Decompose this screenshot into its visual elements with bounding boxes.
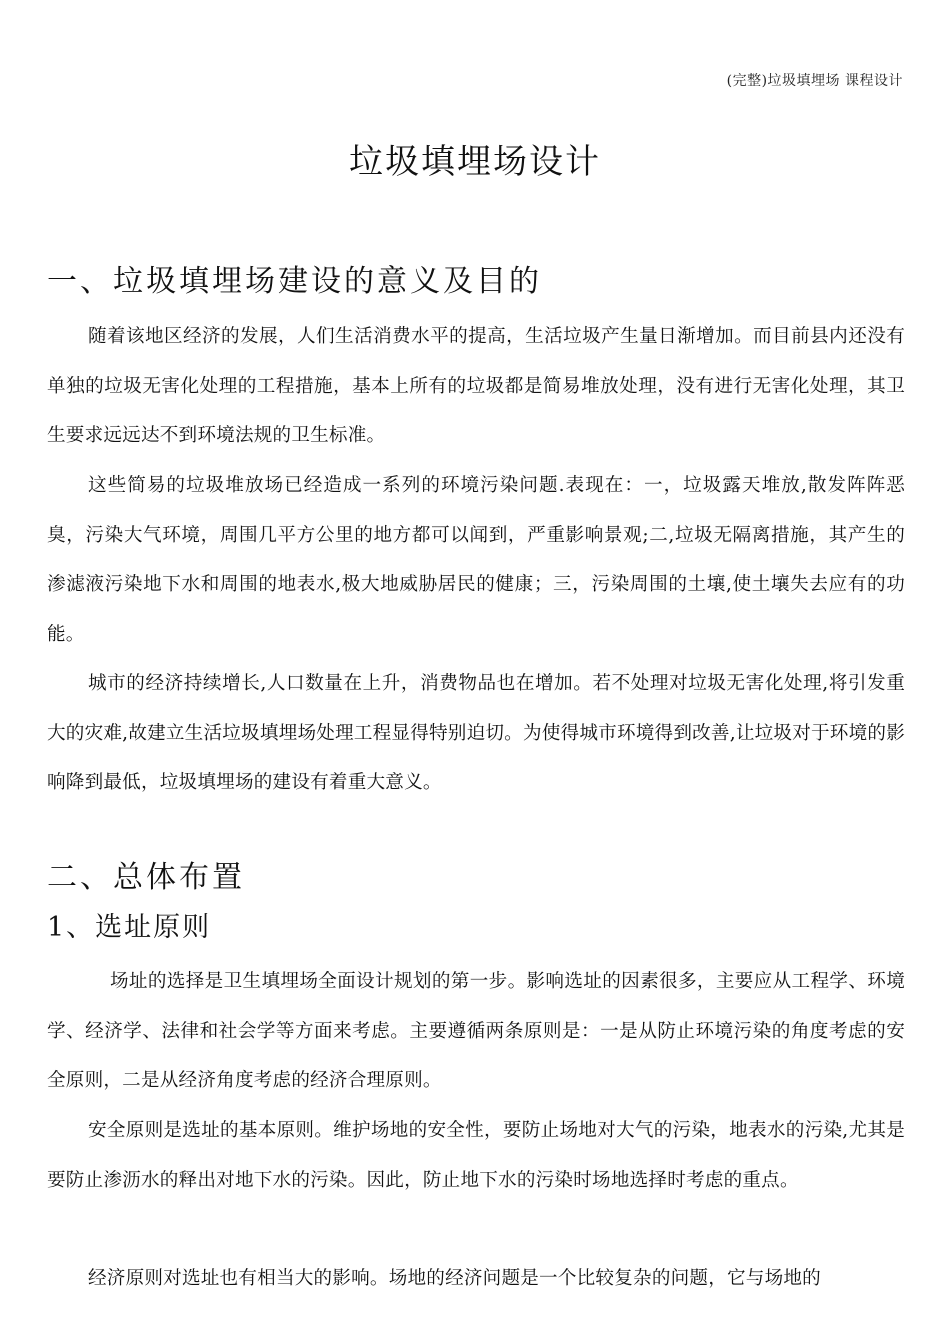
section-heading-layout: 二、总体布置 bbox=[47, 860, 245, 895]
paragraph: 城市的经济持续增长,人口数量在上升，消费物品也在增加。若不处理对垃圾无害化处理,将引发重大的灾难,故建立生活垃圾填埋场处理工程显得特别迫切。为使得城市环境得到改善,让垃圾对于环境的影响降到最低，垃圾填埋场的建设有着重大意义。 bbox=[47, 673, 905, 793]
running-header: (完整)垃圾填埋场 课程设计 bbox=[726, 73, 903, 89]
paragraph: 这些简易的垃圾堆放场已经造成一系列的环境污染问题.表现在：一，垃圾露天堆放,散发阵阵恶臭，污染大气环境，周围几平方公里的地方都可以闻到，严重影响景观;二,垃圾无隔离措施，其产生的渗滤液污染地下水和周围的地表水,极大地威胁居民的健康；三，污染周围的土壤,使土壤失去应有的功能。 bbox=[47, 475, 905, 645]
section-heading-significance: 一、垃圾填埋场建设的意义及目的 bbox=[47, 264, 542, 299]
document-title: 垃圾填埋场设计 bbox=[349, 142, 601, 182]
subsection-heading-site-principles: 1、选址原则 bbox=[47, 912, 212, 943]
paragraph: 经济原则对选址也有相当大的影响。场地的经济问题是一个比较复杂的问题，它与场地的 bbox=[88, 1268, 821, 1289]
paragraph: 安全原则是选址的基本原则。维护场地的安全性，要防止场地对大气的污染，地表水的污染,尤其是要防止渗沥水的释出对地下水的污染。因此，防止地下水的污染时场地选择时考虑的重点。 bbox=[47, 1120, 905, 1191]
paragraph: 场址的选择是卫生填埋场全面设计规划的第一步。影响选址的因素很多，主要应从工程学、环境学、经济学、法律和社会学等方面来考虑。主要遵循两条原则是：一是从防止环境污染的角度考虑的安全原则，二是从经济角度考虑的经济合理原则。 bbox=[47, 971, 905, 1091]
paragraph: 随着该地区经济的发展，人们生活消费水平的提高，生活垃圾产生量日渐增加。而目前县内还没有单独的垃圾无害化处理的工程措施，基本上所有的垃圾都是简易堆放处理，没有进行无害化处理，其卫生要求远远达不到环境法规的卫生标准。 bbox=[47, 326, 905, 446]
